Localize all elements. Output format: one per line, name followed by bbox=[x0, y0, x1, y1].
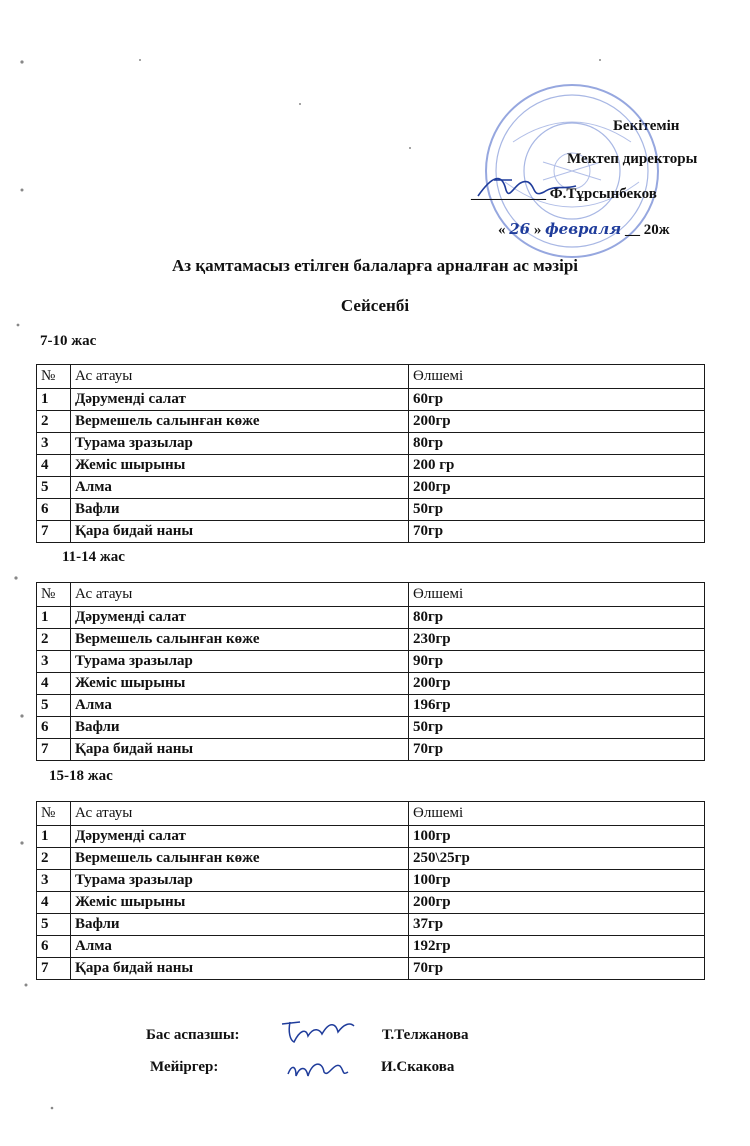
col-portion: Өлшемі bbox=[409, 365, 705, 389]
chef-name: Т.Телжанова bbox=[382, 1027, 469, 1043]
date-year-prefix: 20 bbox=[643, 222, 659, 238]
portion: 50гр bbox=[409, 717, 705, 739]
col-portion: Өлшемі bbox=[409, 583, 705, 607]
row-number: 5 bbox=[37, 477, 71, 499]
menu-table-7-10 bbox=[36, 364, 705, 543]
menu-table-15-18 bbox=[36, 801, 705, 980]
row-number: 6 bbox=[37, 717, 71, 739]
dish-name: Қара бидай наны bbox=[71, 739, 409, 761]
portion: 200гр bbox=[409, 673, 705, 695]
portion: 200гр bbox=[409, 411, 705, 433]
age-group-2: 11-14 жас bbox=[62, 549, 125, 565]
row-number: 5 bbox=[37, 695, 71, 717]
table-row bbox=[37, 695, 705, 717]
nurse-label: Мейіргер: bbox=[150, 1059, 219, 1075]
row-number: 6 bbox=[37, 936, 71, 958]
table-row bbox=[37, 455, 705, 477]
dish-name: Жеміс шырыны bbox=[71, 455, 409, 477]
portion: 200гр bbox=[409, 477, 705, 499]
row-number: 2 bbox=[37, 848, 71, 870]
date-open: « bbox=[498, 222, 506, 238]
portion: 60гр bbox=[409, 389, 705, 411]
row-number: 4 bbox=[37, 892, 71, 914]
table-row bbox=[37, 499, 705, 521]
col-number: № bbox=[37, 802, 71, 826]
col-number: № bbox=[37, 583, 71, 607]
col-dish: Ас атауы bbox=[71, 802, 409, 826]
portion: 80гр bbox=[409, 607, 705, 629]
table-row bbox=[37, 651, 705, 673]
row-number: 2 bbox=[37, 411, 71, 433]
table-row bbox=[37, 717, 705, 739]
row-number: 2 bbox=[37, 629, 71, 651]
portion: 200гр bbox=[409, 892, 705, 914]
portion: 192гр bbox=[409, 936, 705, 958]
row-number: 5 bbox=[37, 914, 71, 936]
table-header-row bbox=[37, 365, 705, 389]
table-row bbox=[37, 870, 705, 892]
dish-name: Турама зразылар bbox=[71, 433, 409, 455]
date-month: февраля bbox=[545, 220, 622, 238]
col-dish: Ас атауы bbox=[71, 365, 409, 389]
portion: 230гр bbox=[409, 629, 705, 651]
table-row bbox=[37, 936, 705, 958]
table-row bbox=[37, 826, 705, 848]
date-close: » bbox=[533, 222, 542, 238]
dish-name: Турама зразылар bbox=[71, 870, 409, 892]
signature-blank: __________ bbox=[471, 186, 546, 202]
table-row bbox=[37, 958, 705, 980]
chef-label: Бас аспазшы: bbox=[146, 1027, 240, 1043]
dish-name: Қара бидай наны bbox=[71, 521, 409, 543]
table-row bbox=[37, 521, 705, 543]
row-number: 3 bbox=[37, 870, 71, 892]
table-row bbox=[37, 892, 705, 914]
table-row bbox=[37, 607, 705, 629]
dish-name: Турама зразылар bbox=[71, 651, 409, 673]
row-number: 7 bbox=[37, 958, 71, 980]
table-row bbox=[37, 673, 705, 695]
portion: 70гр bbox=[409, 739, 705, 761]
row-number: 3 bbox=[37, 651, 71, 673]
portion: 70гр bbox=[409, 521, 705, 543]
dish-name: Дәруменді салат bbox=[71, 607, 409, 629]
date-blank: __ bbox=[624, 222, 640, 238]
director-name: Ф.Тұрсынбеков bbox=[549, 186, 657, 202]
date-day: 26 bbox=[509, 220, 531, 238]
dish-name: Вафли bbox=[71, 717, 409, 739]
portion: 250\25гр bbox=[409, 848, 705, 870]
menu-table-11-14 bbox=[36, 582, 705, 761]
dish-name: Дәруменді салат bbox=[71, 389, 409, 411]
portion: 100гр bbox=[409, 826, 705, 848]
menu-title: Аз қамтамасыз етілген балаларға арналған ас мәзірі bbox=[171, 256, 579, 275]
date-year-suffix: ж bbox=[658, 222, 670, 238]
dish-name: Алма bbox=[71, 477, 409, 499]
table-row bbox=[37, 389, 705, 411]
dish-name: Жеміс шырыны bbox=[71, 892, 409, 914]
chef-signature bbox=[278, 1010, 358, 1048]
portion: 100гр bbox=[409, 870, 705, 892]
dish-name: Вермешель салынған көже bbox=[71, 629, 409, 651]
row-number: 7 bbox=[37, 521, 71, 543]
portion: 80гр bbox=[409, 433, 705, 455]
row-number: 7 bbox=[37, 739, 71, 761]
row-number: 1 bbox=[37, 826, 71, 848]
nurse-name: И.Скакова bbox=[381, 1059, 455, 1075]
table-row bbox=[37, 433, 705, 455]
dish-name: Вафли bbox=[71, 914, 409, 936]
portion: 70гр bbox=[409, 958, 705, 980]
age-group-3: 15-18 жас bbox=[49, 768, 113, 784]
nurse-signature bbox=[282, 1052, 352, 1086]
portion: 200 гр bbox=[409, 455, 705, 477]
row-number: 4 bbox=[37, 673, 71, 695]
day-title: Сейсенбі bbox=[340, 296, 410, 315]
portion: 196гр bbox=[409, 695, 705, 717]
table-row bbox=[37, 848, 705, 870]
table-header-row bbox=[37, 583, 705, 607]
approval-date bbox=[498, 220, 670, 239]
row-number: 3 bbox=[37, 433, 71, 455]
table-row bbox=[37, 629, 705, 651]
dish-name: Вафли bbox=[71, 499, 409, 521]
row-number: 1 bbox=[37, 389, 71, 411]
table-row bbox=[37, 739, 705, 761]
dish-name: Вермешель салынған көже bbox=[71, 411, 409, 433]
col-number: № bbox=[37, 365, 71, 389]
col-portion: Өлшемі bbox=[409, 802, 705, 826]
row-number: 1 bbox=[37, 607, 71, 629]
dish-name: Алма bbox=[71, 936, 409, 958]
director-signature bbox=[472, 168, 582, 208]
portion: 50гр bbox=[409, 499, 705, 521]
col-dish: Ас атауы bbox=[71, 583, 409, 607]
row-number: 6 bbox=[37, 499, 71, 521]
dish-name: Алма bbox=[71, 695, 409, 717]
portion: 37гр bbox=[409, 914, 705, 936]
portion: 90гр bbox=[409, 651, 705, 673]
table-row bbox=[37, 477, 705, 499]
table-row bbox=[37, 914, 705, 936]
approved-label: Бекітемін bbox=[613, 118, 680, 134]
table-row bbox=[37, 411, 705, 433]
dish-name: Қара бидай наны bbox=[71, 958, 409, 980]
age-group-1: 7-10 жас bbox=[40, 333, 97, 349]
dish-name: Жеміс шырыны bbox=[71, 673, 409, 695]
dish-name: Вермешель салынған көже bbox=[71, 848, 409, 870]
table-header-row bbox=[37, 802, 705, 826]
row-number: 4 bbox=[37, 455, 71, 477]
position-label: Мектеп директоры bbox=[567, 151, 698, 167]
dish-name: Дәруменді салат bbox=[71, 826, 409, 848]
